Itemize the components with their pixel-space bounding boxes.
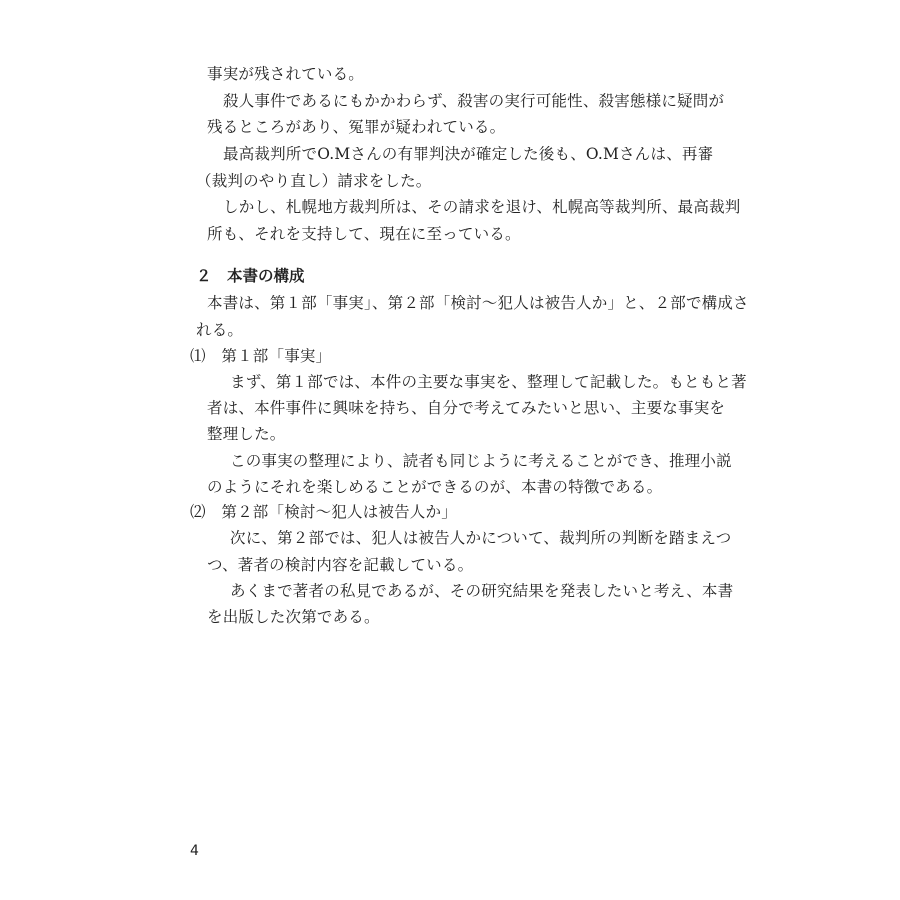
- body-line: 殺人事件であるにもかかわらず、殺害の実行可能性、殺害態様に疑問が: [223, 92, 725, 110]
- body-line: れる。: [196, 321, 244, 339]
- body-line: 事実が残されている。: [207, 65, 365, 83]
- subsection-heading: ⑵ 第２部「検討〜犯人は被告人か」: [190, 503, 457, 521]
- body-line: 次に、第２部では、犯人は被告人かについて、裁判所の判断を踏まえつ: [230, 529, 732, 547]
- body-line: のようにそれを楽しめることができるのが、本書の特徴である。: [207, 478, 663, 496]
- body-line: つ、著者の検討内容を記載している。: [207, 556, 474, 574]
- body-line: まず、第１部では、本件の主要な事実を、整理して記載した。もともと著: [230, 373, 747, 391]
- section-heading: ２ 本書の構成: [196, 267, 305, 285]
- body-line: 整理した。: [207, 425, 286, 443]
- body-line: （裁判のやり直し）請求をした。: [196, 172, 432, 190]
- body-line: 所も、それを支持して、現在に至っている。: [207, 225, 521, 243]
- body-line: 最高裁判所でO.Mさんの有罪判決が確定した後も、O.Mさんは、再審: [223, 145, 714, 163]
- body-line: しかし、札幌地方裁判所は、その請求を退け、札幌高等裁判所、最高裁判: [223, 198, 741, 216]
- body-line: 残るところがあり、冤罪が疑われている。: [207, 118, 506, 136]
- subsection-heading: ⑴ 第１部「事実」: [190, 347, 332, 365]
- body-line: 本書は、第１部「事実」、第２部「検討〜犯人は被告人か」と、２部で構成さ: [207, 294, 749, 312]
- body-line: あくまで著者の私見であるが、その研究結果を発表したいと考え、本書: [230, 582, 734, 600]
- body-line: この事実の整理により、読者も同じように考えることができ、推理小説: [230, 452, 732, 470]
- body-line: を出版した次第である。: [207, 608, 380, 626]
- page-number: 4: [190, 843, 199, 859]
- body-line: 者は、本件事件に興味を持ち、自分で考えてみたいと思い、主要な事実を: [207, 399, 726, 417]
